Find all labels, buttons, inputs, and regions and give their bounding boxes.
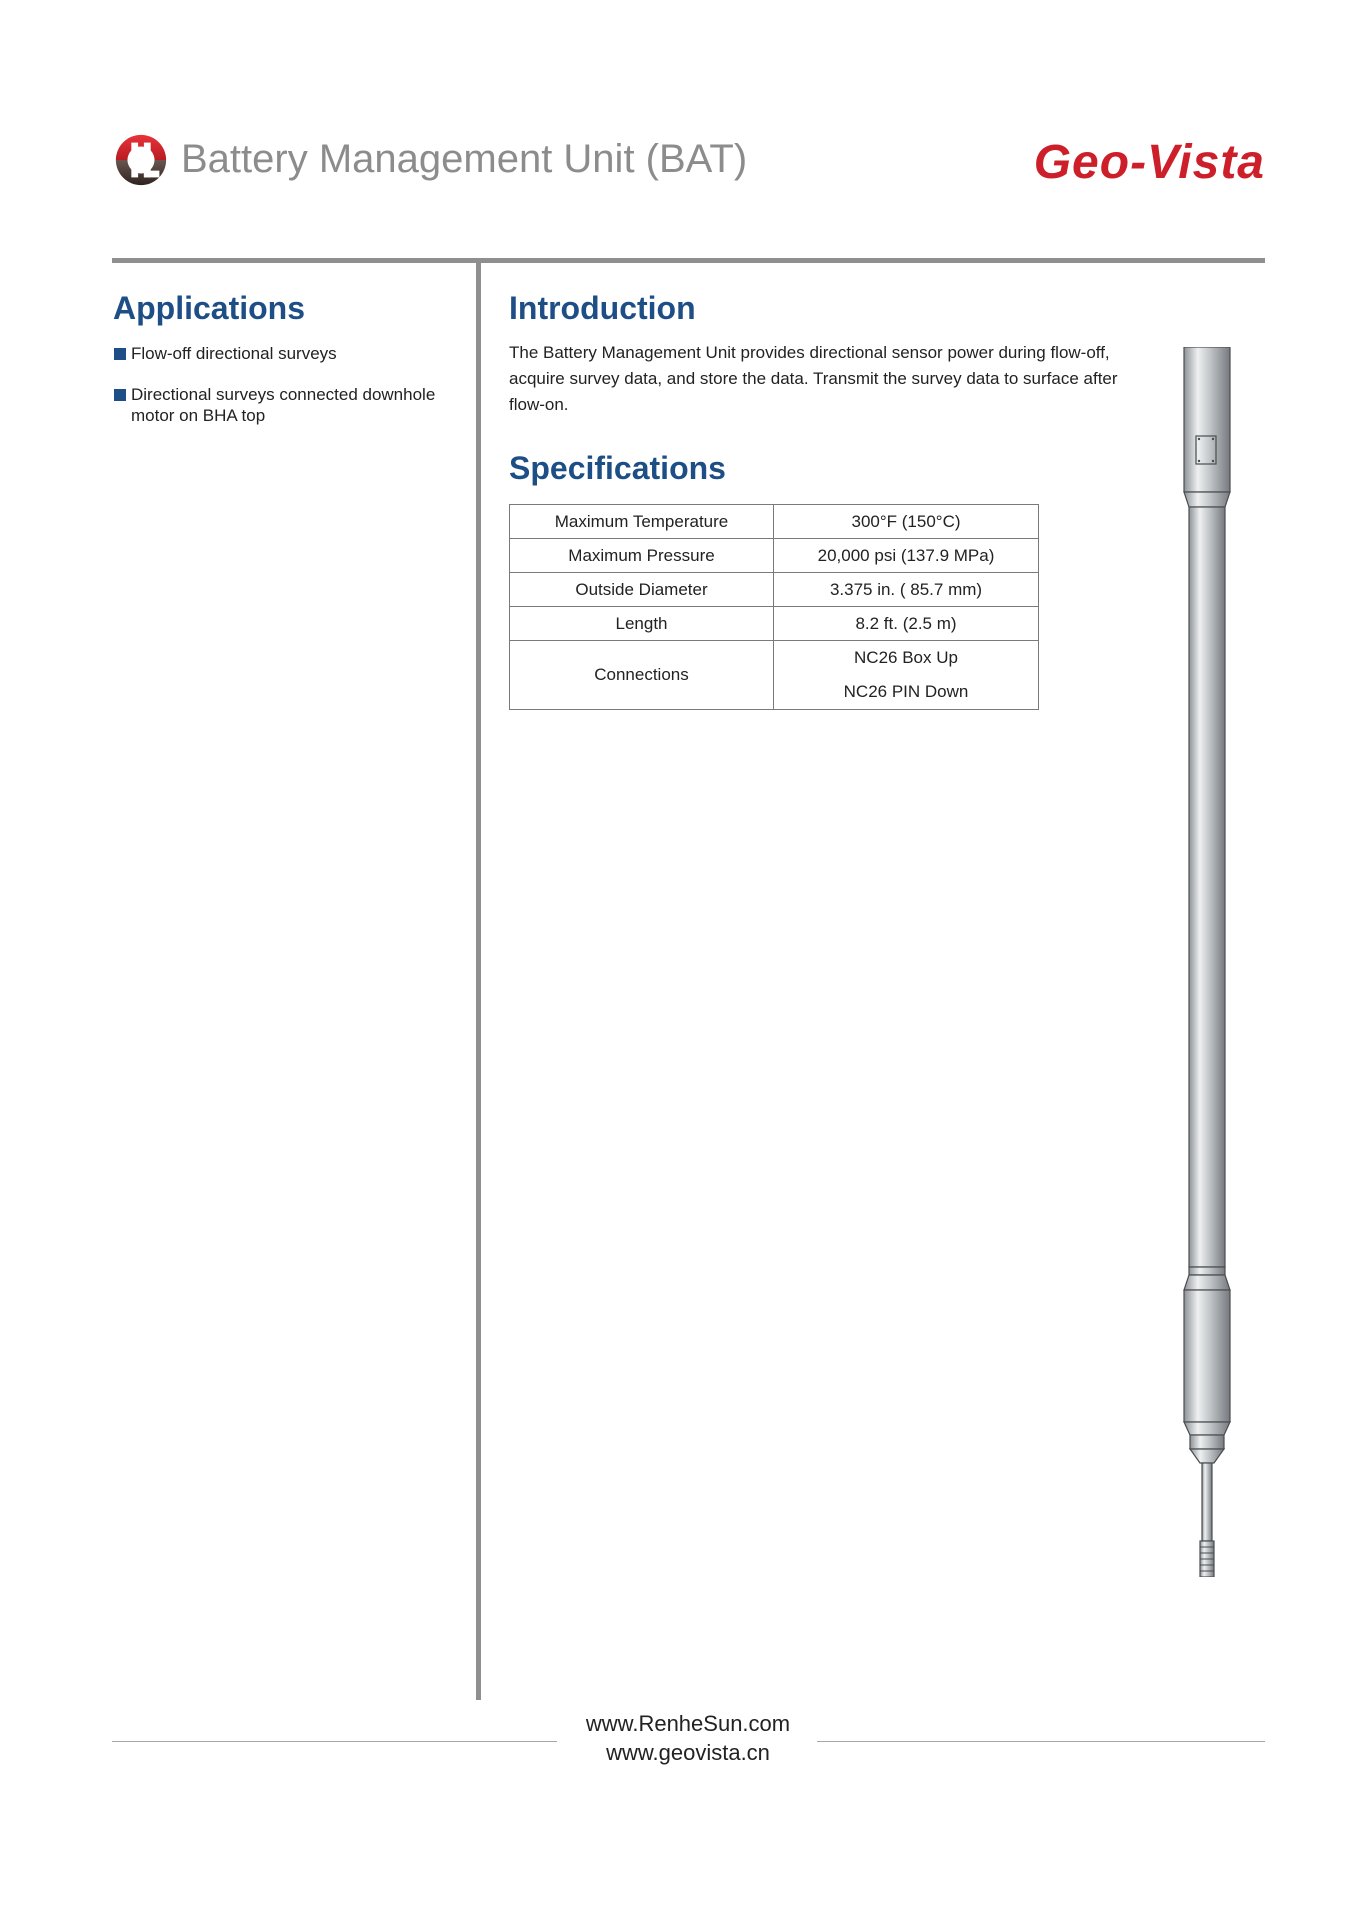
- spec-value: 8.2 ft. (2.5 m): [774, 607, 1039, 641]
- square-bullet-icon: [114, 348, 126, 360]
- spec-label: Length: [510, 607, 774, 641]
- spec-value: 20,000 psi (137.9 MPa): [774, 539, 1039, 573]
- introduction-heading: Introduction: [509, 290, 696, 326]
- table-row: [510, 539, 1039, 573]
- table-row: [510, 641, 1039, 710]
- application-text: Flow-off directional surveys: [131, 344, 337, 363]
- page-title: Battery Management Unit (BAT): [181, 137, 748, 181]
- table-row: [510, 573, 1039, 607]
- spec-label: Connections: [510, 641, 774, 710]
- introduction-text: The Battery Management Unit provides directional sensor power during flow-off, acquire survey data, and store the data. Transmit the survey data to surface after flow-on.: [509, 343, 1118, 414]
- spec-label: Maximum Pressure: [510, 539, 774, 573]
- brand-logo: Geo-Vista: [1033, 136, 1265, 189]
- spec-label: Maximum Temperature: [510, 505, 774, 539]
- footer-link-renhesun[interactable]: www.RenheSun.com: [585, 1711, 791, 1736]
- table-row: [510, 505, 1039, 539]
- square-bullet-icon: [114, 389, 126, 401]
- list-item: [114, 384, 454, 426]
- spec-value: 3.375 in. ( 85.7 mm): [774, 573, 1039, 607]
- spec-value: [774, 641, 1039, 710]
- specifications-heading: Specifications: [509, 450, 726, 486]
- spec-label: Outside Diameter: [510, 573, 774, 607]
- application-text: Directional surveys connected downhole motor on BHA top: [131, 385, 436, 425]
- spec-value: 300°F (150°C): [774, 505, 1039, 539]
- specifications-table: [509, 504, 1039, 710]
- connection-up: NC26 Box Up: [854, 648, 958, 667]
- header-divider: [112, 258, 1265, 263]
- downhole-tool-image: [1172, 347, 1242, 1577]
- applications-list: [114, 343, 454, 446]
- table-row: [510, 607, 1039, 641]
- list-item: [114, 343, 454, 364]
- connection-down: NC26 PIN Down: [843, 682, 969, 701]
- applications-heading: Applications: [113, 290, 306, 326]
- footer-link-geovista[interactable]: www.geovista.cn: [606, 1740, 770, 1765]
- company-logo-icon: [112, 131, 170, 189]
- column-divider: [476, 258, 481, 1700]
